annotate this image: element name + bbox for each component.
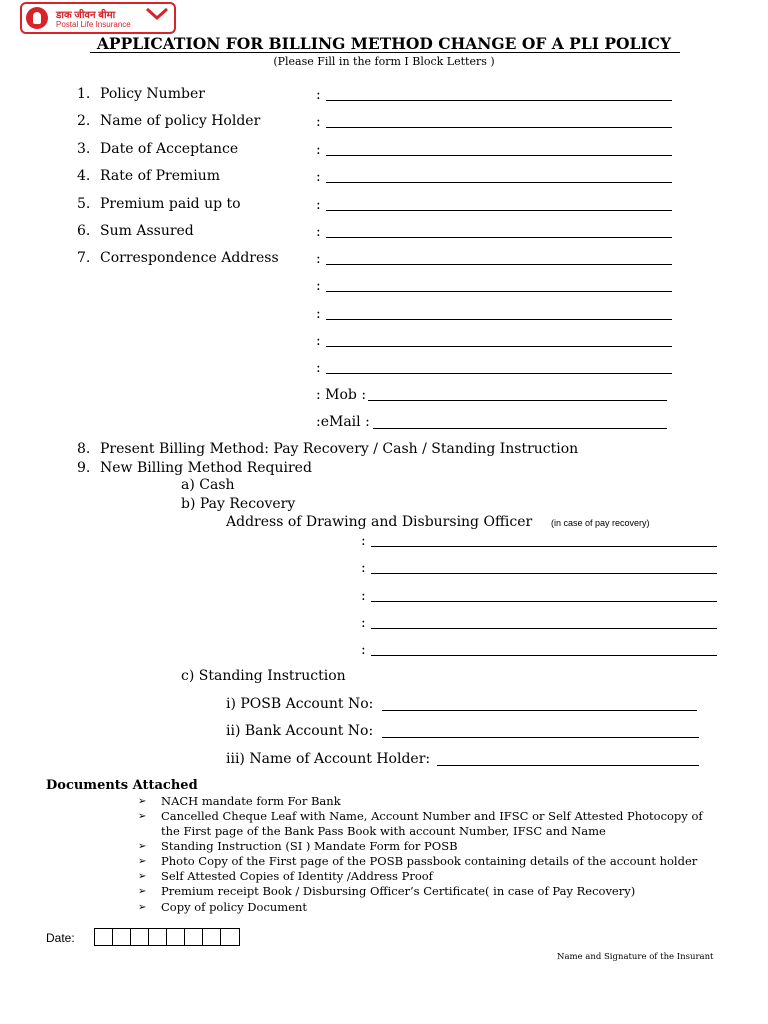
option-pay-recovery: b) Pay Recovery	[181, 496, 296, 512]
date-acceptance-field[interactable]	[326, 155, 672, 156]
mobile-field[interactable]	[368, 400, 667, 401]
document-item: Cancelled Cheque Leaf with Name, Account Number and IFSC or Self Attested Photocopy of	[161, 809, 703, 823]
ddo-address-line-5[interactable]	[371, 655, 717, 656]
rate-premium-field[interactable]	[326, 182, 672, 183]
address-field-line-4[interactable]	[326, 346, 672, 347]
colon: :	[361, 533, 366, 549]
arrow-bullet-icon: ➢	[138, 902, 147, 913]
address-field-line-3[interactable]	[326, 319, 672, 320]
date-boxes[interactable]	[94, 928, 240, 946]
field-label-rate-premium: Rate of Premium	[100, 168, 221, 184]
new-billing-method-label: New Billing Method Required	[100, 460, 312, 476]
pli-logo	[20, 2, 176, 34]
field-number: 6.	[77, 223, 91, 239]
document-item: Photo Copy of the First page of the POSB passbook containing details of the account holder	[161, 854, 698, 868]
signature-label: Name and Signature of the Insurant	[557, 952, 714, 962]
field-number: 2.	[77, 113, 91, 129]
field-number: 3.	[77, 141, 91, 157]
option-cash: a) Cash	[181, 477, 235, 493]
field-label-date-acceptance: Date of Acceptance	[100, 141, 239, 157]
ddo-address-line-2[interactable]	[371, 573, 717, 574]
date-digit-box[interactable]	[185, 929, 203, 945]
ddo-address-line-1[interactable]	[371, 546, 717, 547]
posb-account-field[interactable]	[382, 710, 697, 711]
field-label-address: Correspondence Address	[100, 250, 279, 266]
colon: :	[316, 306, 321, 322]
ddo-address-line-4[interactable]	[371, 628, 717, 629]
field-number: 4.	[77, 168, 91, 184]
field-label-policy-number: Policy Number	[100, 86, 205, 102]
plant-in-circle-icon	[26, 7, 48, 29]
logo-english-text: Postal Life Insurance	[56, 20, 131, 29]
envelope-flap-icon	[146, 6, 168, 24]
arrow-bullet-icon: ➢	[138, 841, 147, 852]
address-field-line-1[interactable]	[326, 264, 672, 265]
address-field-line-2[interactable]	[326, 291, 672, 292]
colon: :	[316, 169, 321, 185]
arrow-bullet-icon: ➢	[138, 886, 147, 897]
date-digit-box[interactable]	[221, 929, 239, 945]
posb-account-label: i) POSB Account No:	[226, 696, 374, 712]
form-subtitle: (Please Fill in the form I Block Letters )	[273, 55, 495, 68]
account-holder-label: iii) Name of Account Holder:	[226, 751, 431, 767]
policy-number-field[interactable]	[326, 100, 672, 101]
form-title: APPLICATION FOR BILLING METHOD CHANGE OF A PLI POLICY	[96, 34, 672, 53]
bank-account-label: ii) Bank Account No:	[226, 723, 374, 739]
colon: :	[361, 588, 366, 604]
ddo-address-note: (in case of pay recovery)	[551, 518, 650, 528]
logo-hindi-text: डाक जीवन बीमा	[56, 10, 116, 21]
colon: :	[316, 333, 321, 349]
field-number: 7.	[77, 250, 91, 266]
ddo-address-label: Address of Drawing and Disbursing Officer	[226, 514, 533, 530]
date-label: Date:	[46, 931, 75, 945]
document-item-continued: the First page of the Bank Pass Book with account Number, IFSC and Name	[161, 824, 606, 838]
colon: :	[316, 197, 321, 213]
colon: :	[316, 278, 321, 294]
policy-holder-field[interactable]	[326, 127, 672, 128]
option-standing-instruction: c) Standing Instruction	[181, 668, 346, 684]
field-label-premium-paid: Premium paid up to	[100, 196, 241, 212]
date-digit-box[interactable]	[167, 929, 185, 945]
colon: :	[361, 642, 366, 658]
ddo-address-line-3[interactable]	[371, 601, 717, 602]
date-digit-box[interactable]	[113, 929, 131, 945]
title-underline	[90, 52, 680, 53]
documents-heading: Documents Attached	[46, 778, 198, 793]
document-item: NACH mandate form For Bank	[161, 794, 341, 808]
date-digit-box[interactable]	[131, 929, 149, 945]
field-number: 9.	[77, 460, 91, 476]
colon: :	[361, 615, 366, 631]
colon: :	[361, 560, 366, 576]
email-field[interactable]	[373, 428, 667, 429]
date-digit-box[interactable]	[95, 929, 113, 945]
document-item: Standing Instruction (SI ) Mandate Form for POSB	[161, 839, 458, 853]
arrow-bullet-icon: ➢	[138, 811, 147, 822]
colon: :	[316, 114, 321, 130]
address-field-line-5[interactable]	[326, 373, 672, 374]
arrow-bullet-icon: ➢	[138, 796, 147, 807]
field-number: 1.	[77, 86, 91, 102]
colon: :	[316, 224, 321, 240]
bank-account-field[interactable]	[382, 737, 699, 738]
field-label-sum-assured: Sum Assured	[100, 223, 194, 239]
mobile-label: : Mob :	[316, 387, 367, 403]
account-holder-field[interactable]	[437, 765, 699, 766]
colon: :	[316, 360, 321, 376]
document-item: Premium receipt Book / Disbursing Officer’s Certificate( in case of Pay Recovery)	[161, 884, 636, 898]
present-billing-method: Present Billing Method: Pay Recovery / Cash / Standing Instruction	[100, 441, 579, 457]
date-digit-box[interactable]	[149, 929, 167, 945]
date-digit-box[interactable]	[203, 929, 221, 945]
field-number: 8.	[77, 441, 91, 457]
document-item: Copy of policy Document	[161, 900, 308, 914]
arrow-bullet-icon: ➢	[138, 871, 147, 882]
email-label: :eMail :	[316, 414, 370, 430]
colon: :	[316, 251, 321, 267]
field-number: 5.	[77, 196, 91, 212]
premium-paid-field[interactable]	[326, 210, 672, 211]
field-label-policy-holder: Name of policy Holder	[100, 113, 261, 129]
sum-assured-field[interactable]	[326, 237, 672, 238]
colon: :	[316, 87, 321, 103]
arrow-bullet-icon: ➢	[138, 856, 147, 867]
colon: :	[316, 142, 321, 158]
document-item: Self Attested Copies of Identity /Address Proof	[161, 869, 433, 883]
